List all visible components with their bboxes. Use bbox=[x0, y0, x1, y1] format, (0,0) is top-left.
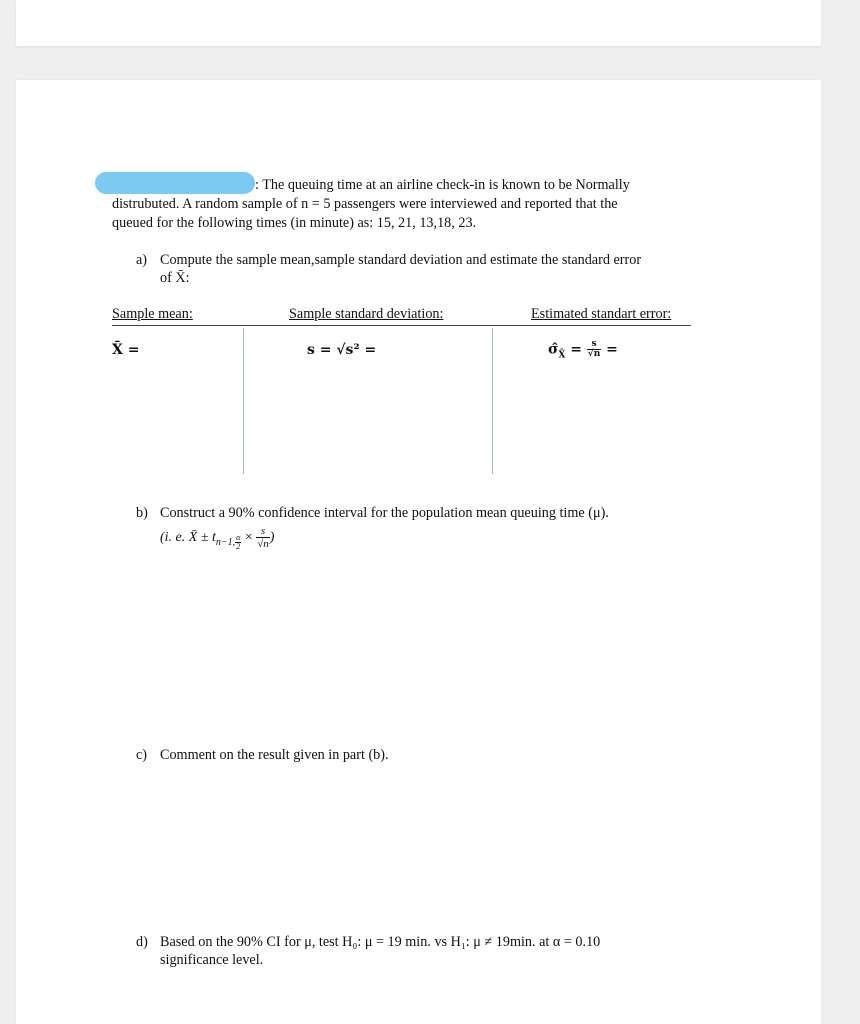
part-b-question bbox=[136, 504, 736, 524]
s-over-root-n bbox=[587, 340, 601, 359]
previous-page-edge bbox=[16, 0, 821, 46]
part-d-label: d) bbox=[136, 934, 148, 950]
problem-line-1: : The queuing time at an airline check-in is known to be Normally bbox=[255, 177, 630, 193]
problem-line-3: queued for the following times (in minute) as: 15, 21, 13,18, 23. bbox=[112, 215, 477, 231]
sigma-hat-symbol: σ̂ bbox=[548, 341, 559, 358]
alpha-numerator: α bbox=[236, 533, 241, 542]
sigma-subscript: X̄ bbox=[558, 350, 566, 361]
frac-numerator: s bbox=[587, 340, 601, 350]
sample-sd-formula: s = √s² = bbox=[307, 342, 377, 358]
part-d-text-line-1: Based on the 90% CI for μ, test H₀: μ = 19 min. vs H₁: μ ≠ 19min. at α = 0.10 bbox=[160, 934, 601, 950]
equals-sign-trailing: = bbox=[606, 341, 618, 358]
hint-s-over-root-n bbox=[256, 525, 270, 550]
sample-sd-heading: Sample standard deviation: bbox=[289, 306, 444, 322]
hint-close-paren: ) bbox=[269, 530, 275, 545]
part-c-label: c) bbox=[136, 747, 148, 763]
equals-sign: = bbox=[570, 341, 582, 358]
table-header-rule bbox=[112, 325, 691, 326]
hint-frac-denominator: √n bbox=[257, 538, 269, 551]
part-a-text-line-2: of X̄: bbox=[160, 270, 190, 286]
sample-mean-formula: X̄ = bbox=[112, 342, 140, 358]
column-divider-2 bbox=[492, 328, 493, 474]
problem-line-2: distrubuted. A random sample of n = 5 passengers were interviewed and reported that the bbox=[112, 196, 618, 212]
hint-subscript: n−1, bbox=[215, 536, 236, 548]
part-a-label: a) bbox=[136, 252, 148, 268]
alpha-over-2 bbox=[235, 534, 241, 551]
part-c-text: Comment on the result given in part (b). bbox=[160, 747, 389, 763]
part-b-label: b) bbox=[136, 505, 148, 521]
standard-error-heading: Estimated standart error: bbox=[531, 306, 672, 322]
hint-prefix: (i. e. X̄ ± t bbox=[160, 530, 216, 545]
part-c-question bbox=[136, 746, 736, 766]
alpha-denominator: 2 bbox=[236, 542, 241, 551]
problem-statement bbox=[112, 176, 726, 233]
part-a-text-line-1: Compute the sample mean,sample standard deviation and estimate the standard error bbox=[160, 252, 642, 268]
part-b-hint bbox=[160, 523, 274, 558]
part-d-question bbox=[136, 933, 736, 973]
part-b-text: Construct a 90% confidence interval for the population mean queuing time (μ). bbox=[160, 505, 609, 521]
sample-mean-heading: Sample mean: bbox=[112, 306, 193, 322]
part-d-text-line-2: significance level. bbox=[160, 952, 264, 968]
hint-frac-numerator: s bbox=[256, 525, 270, 538]
times-sign: × bbox=[244, 530, 253, 545]
part-a-question bbox=[136, 251, 736, 291]
standard-error-formula bbox=[548, 340, 618, 360]
frac-denominator: √n bbox=[587, 349, 601, 359]
column-divider-1 bbox=[243, 328, 244, 474]
